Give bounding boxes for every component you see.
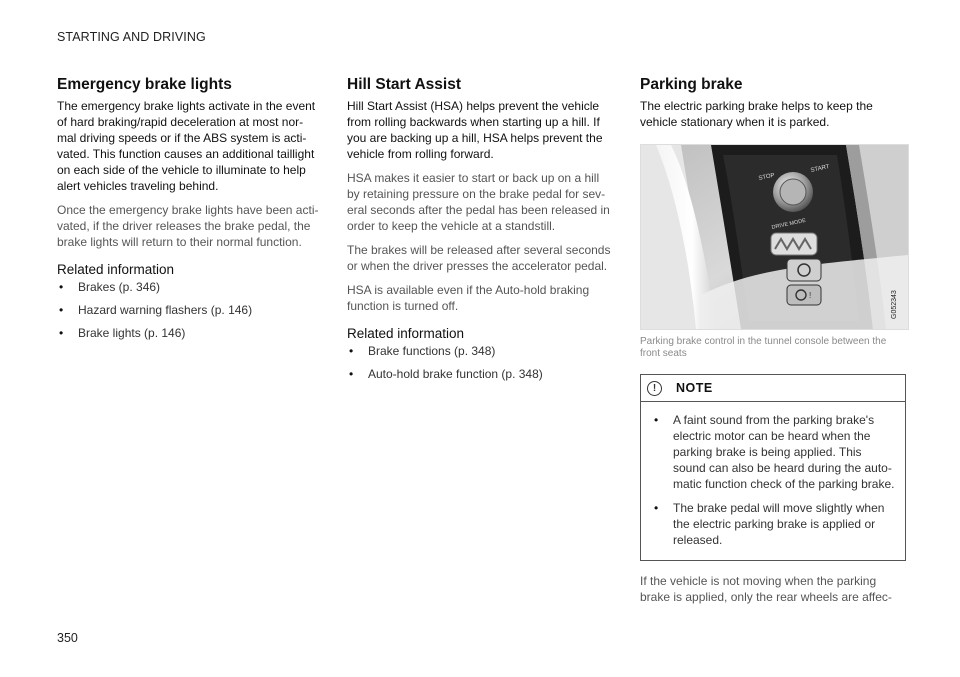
lead-paragraph: The emergency brake lights activate in the event of hard braking/rapid deceleration at most nor-mal driving speeds or if the ABS system is acti-vated. This function causes an additional taillight on each side of the vehicle to illuminate to help alert vehicles traveling behind. (57, 99, 316, 193)
section-hill-start-assist (347, 76, 613, 389)
note-title: NOTE (676, 381, 713, 395)
note-box (640, 374, 906, 561)
related-list (57, 279, 319, 341)
related-link-brake-lights[interactable]: • Brake lights (p. 146) (57, 325, 319, 341)
related-link-hazard-warning-flashers[interactable]: • Hazard warning flashers (p. 146) (57, 302, 319, 318)
section-title: Parking brake (640, 76, 743, 93)
lead-paragraph: Hill Start Assist (HSA) helps prevent the vehicle from rolling backwards when starting up a hill. If you are backing up a hill, HSA helps prevent the vehicle from rolling forward. (347, 99, 603, 161)
body-paragraph: If the vehicle is not moving when the parking brake is applied, only the rear wheels are affec- (640, 574, 892, 604)
knob-label-stop: STOP (758, 172, 776, 182)
body-paragraph: HSA makes it easier to start or back up on a hill by retaining pressure on the brake pedal for sev-eral seconds after the pedal has been released in order to keep the vehicle at a standstill. (347, 171, 610, 233)
body-paragraph: HSA is available even if the Auto-hold braking function is turned off. (347, 283, 590, 313)
knob-label-start: START (810, 164, 831, 174)
parking-brake-photo (640, 144, 909, 330)
running-header: STARTING AND DRIVING (57, 30, 206, 44)
info-icon: ! (647, 381, 662, 396)
section-title: Hill Start Assist (347, 76, 461, 93)
button-marker: ! (809, 291, 812, 300)
photo-caption: Parking brake control in the tunnel console between the front seats (640, 336, 887, 359)
related-information-heading: Related information (347, 326, 465, 341)
related-information-heading: Related information (57, 262, 175, 277)
note-list (641, 402, 905, 560)
image-code: G052343 (891, 290, 898, 319)
drive-mode-label: DRIVE MODE (771, 217, 807, 231)
page-number: 350 (57, 631, 78, 645)
related-link-brake-functions[interactable]: • Brake functions (p. 348) (347, 343, 613, 359)
section-emergency-brake-lights (57, 76, 319, 348)
section-parking-brake (640, 76, 908, 613)
note-item: • A faint sound from the parking brake's electric motor can be heard when the parking brake is being applied. This sound can also be heard during the auto-matic function check of the parking brake. (649, 412, 897, 492)
body-paragraph: The brakes will be released after several seconds or when the driver presses the accelerator pedal. (347, 243, 611, 273)
related-list (347, 343, 613, 382)
related-link-auto-hold[interactable]: • Auto-hold brake function (p. 348) (347, 366, 613, 382)
note-item: • The brake pedal will move slightly when the electric parking brake is applied or released. (649, 500, 897, 548)
body-paragraph: Once the emergency brake lights have been acti-vated, if the driver releases the brake pedal, the brake lights will return to their normal function. (57, 203, 319, 249)
section-title: Emergency brake lights (57, 76, 232, 93)
lead-paragraph: The electric parking brake helps to keep the vehicle stationary when it is parked. (640, 99, 873, 129)
note-header (641, 375, 905, 402)
related-link-brakes[interactable]: • Brakes (p. 346) (57, 279, 319, 295)
